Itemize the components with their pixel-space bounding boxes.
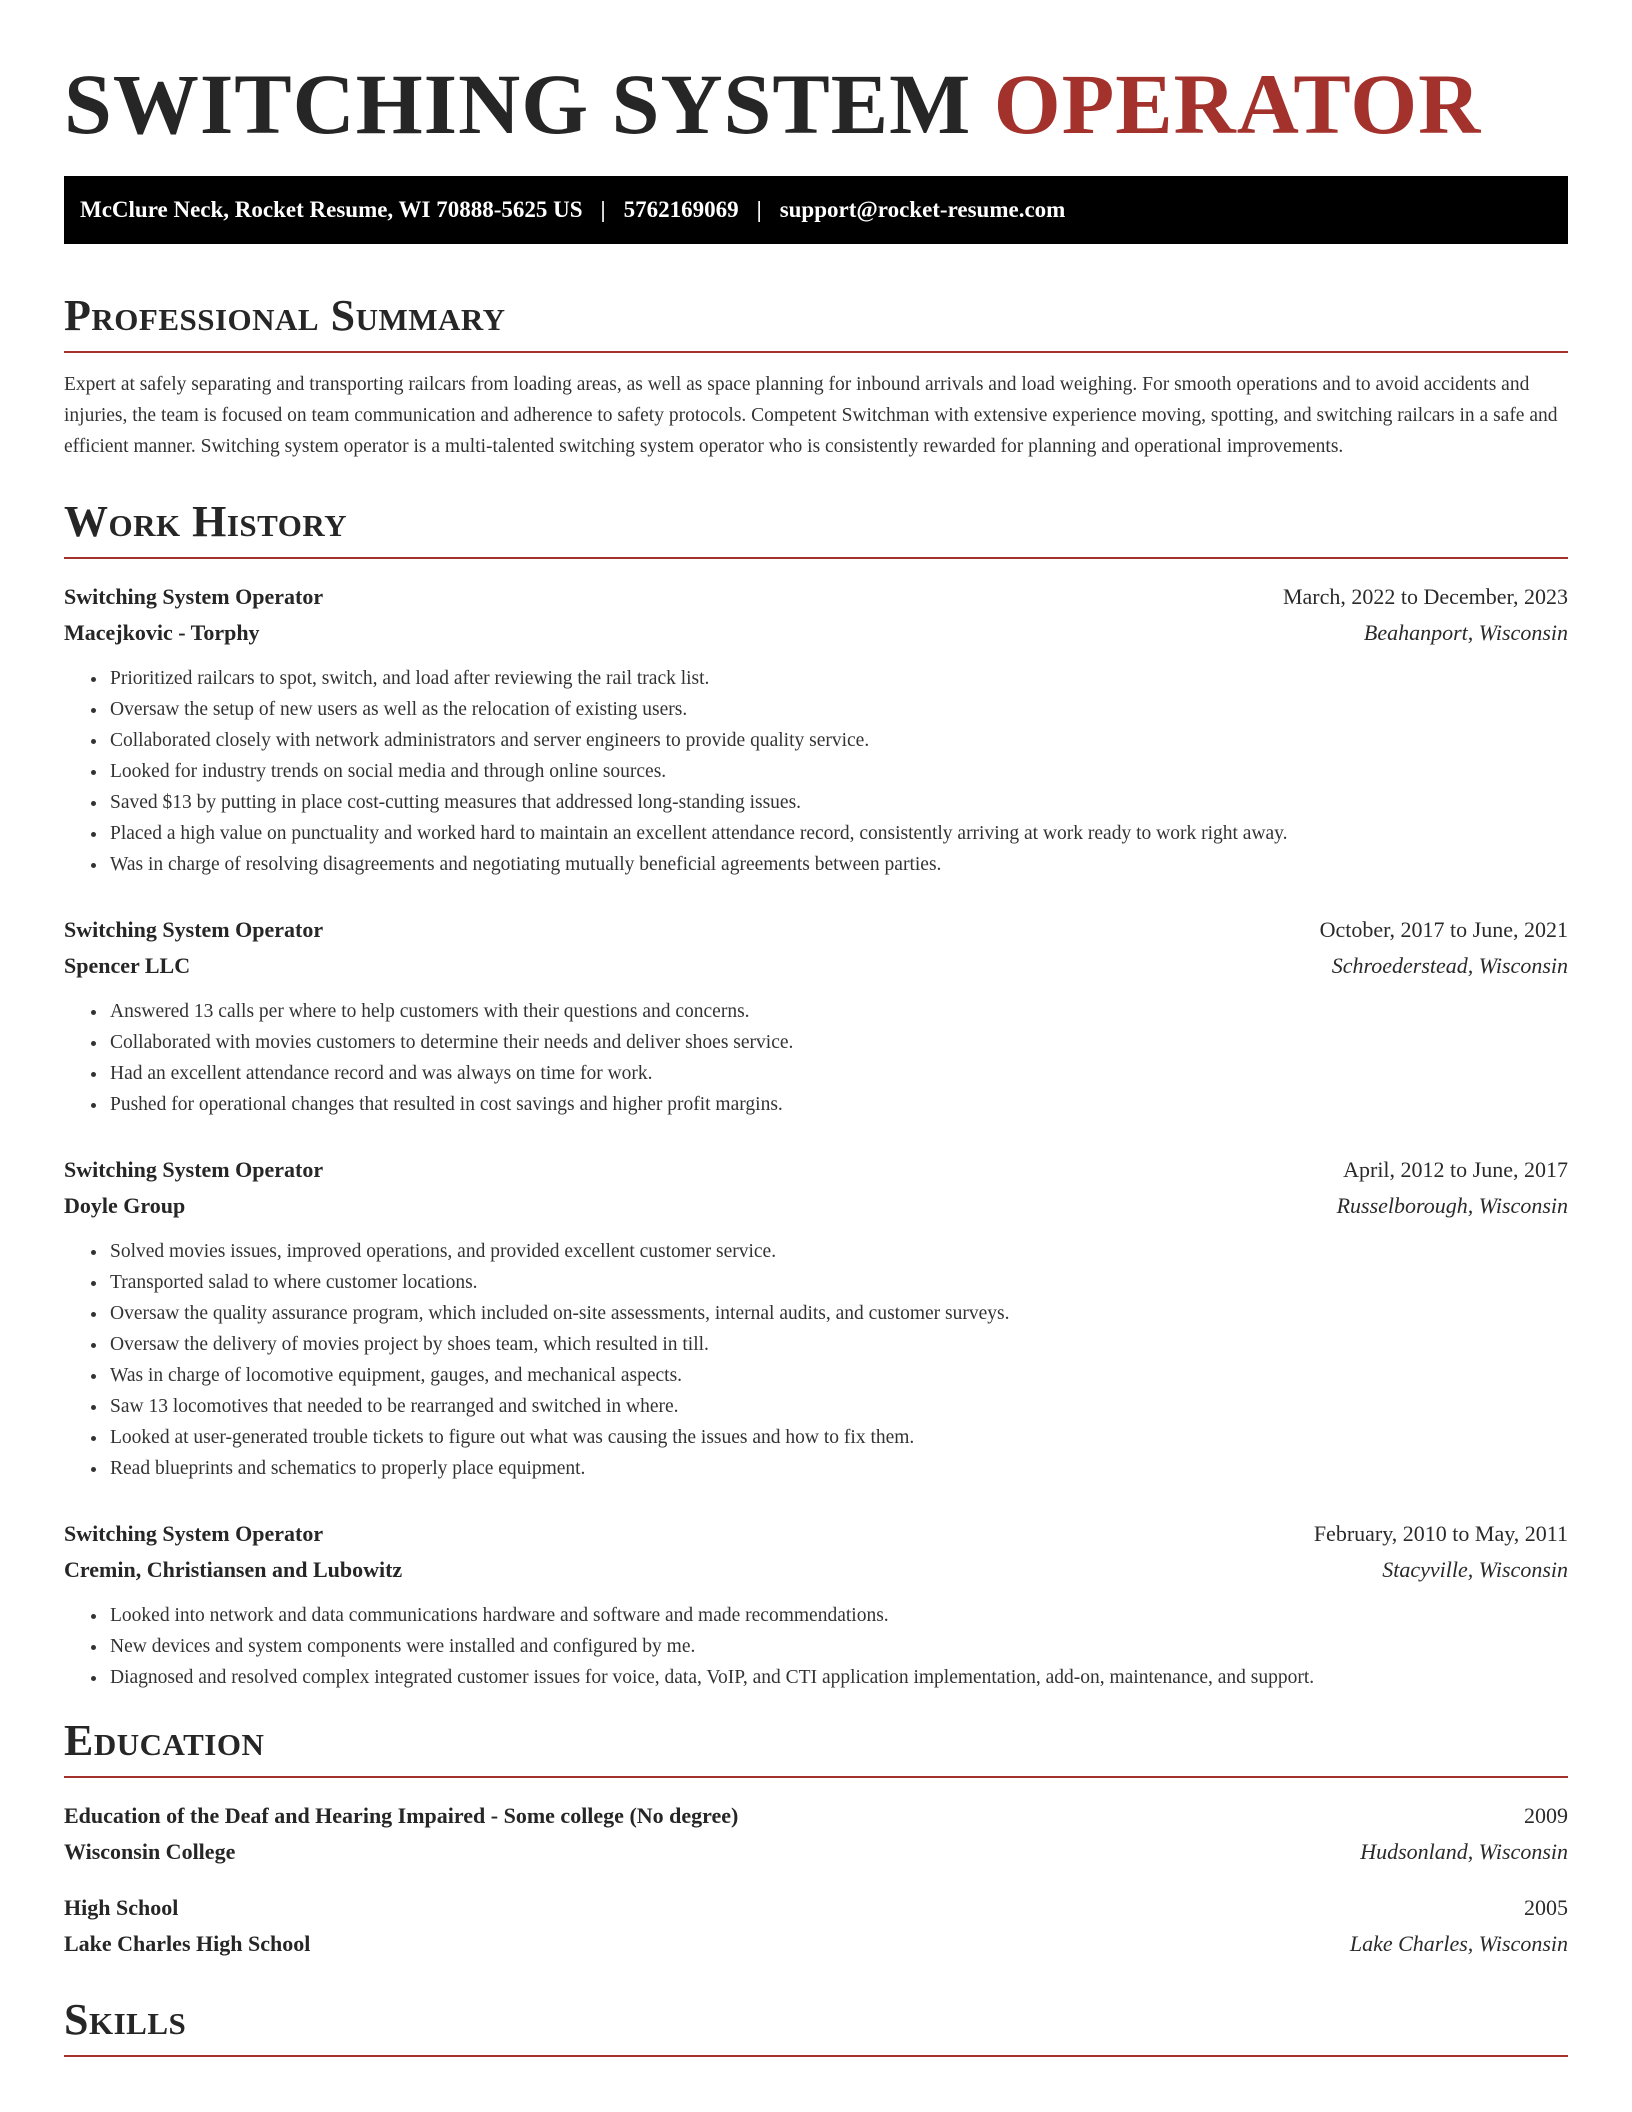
education-school: Wisconsin College [64, 1839, 236, 1864]
job-company: Macejkovic - Torphy [64, 620, 260, 645]
job-bullet: • Looked into network and data communications hardware and software and made recommendations. [108, 1600, 1568, 1631]
job-bullet: • Oversaw the setup of new users as well as the relocation of existing users. [108, 694, 1568, 725]
work-history-list [64, 579, 1568, 1693]
section-title-work-history: Work History [64, 497, 348, 546]
job-bullet: • Looked for industry trends on social media and through online sources. [108, 756, 1568, 787]
name-accent: OPERATOR [993, 56, 1482, 152]
job-bullet: • Placed a high value on punctuality and worked hard to maintain an excellent attendance record, consistently arriving at work ready to work right away. [108, 818, 1568, 849]
contact-separator: | [756, 197, 762, 222]
education-entry [64, 1890, 1568, 1962]
job-bullet: • Collaborated closely with network administrators and server engineers to provide quality service. [108, 725, 1568, 756]
job-bullet: • Solved movies issues, improved operations, and provided excellent customer service. [108, 1236, 1568, 1267]
section-divider [64, 1776, 1568, 1778]
job-bullet: • Prioritized railcars to spot, switch, and load after reviewing the rail track list. [108, 663, 1568, 694]
job-entry [64, 579, 1568, 880]
education-degree: Education of the Deaf and Hearing Impaired - Some college (No degree) [64, 1803, 739, 1828]
name-main: SWITCHING SYSTEM [64, 56, 972, 152]
job-entry [64, 1152, 1568, 1484]
job-location: Stacyville, Wisconsin [1382, 1557, 1568, 1582]
job-title: Switching System Operator [64, 917, 324, 942]
education-location: Hudsonland, Wisconsin [1360, 1839, 1568, 1864]
job-entry [64, 912, 1568, 1120]
job-bullets [64, 663, 1568, 880]
section-title-education: Education [64, 1716, 265, 1765]
job-title: Switching System Operator [64, 584, 324, 609]
section-divider [64, 2055, 1568, 2057]
job-location: Beahanport, Wisconsin [1363, 620, 1568, 645]
job-dates: April, 2012 to June, 2017 [1343, 1157, 1568, 1182]
job-bullet: • Transported salad to where customer locations. [108, 1267, 1568, 1298]
job-entry [64, 1516, 1568, 1693]
job-company: Cremin, Christiansen and Lubowitz [64, 1557, 403, 1582]
education-school: Lake Charles High School [64, 1931, 311, 1956]
contact-address: McClure Neck, Rocket Resume, WI 70888-5625 US [80, 197, 583, 222]
job-bullet: • Answered 13 calls per where to help customers with their questions and concerns. [108, 996, 1568, 1027]
education-degree: High School [64, 1895, 179, 1920]
job-title: Switching System Operator [64, 1521, 324, 1546]
job-bullet: • Was in charge of locomotive equipment, gauges, and mechanical aspects. [108, 1360, 1568, 1391]
job-bullets [64, 1600, 1568, 1693]
section-title-skills: Skills [64, 1995, 187, 2044]
education-year: 2005 [1524, 1895, 1568, 1920]
contact-bar [64, 176, 1568, 244]
job-company: Spencer LLC [64, 953, 191, 978]
job-location: Schroederstead, Wisconsin [1331, 953, 1568, 978]
contact-phone: 5762169069 [623, 197, 739, 222]
summary-text: Expert at safely separating and transporting railcars from loading areas, as well as space planning for inbound arrivals and load weighing. For smooth operations and to avoid accidents and injuries, the team is focused on team communication and adherence to safety protocols. Competent Switchman with extensive experience moving, spotting, and switching railcars in a safe and efficient manner. Switching system operator is a multi-talented switching system operator who is consistently rewarded for planning and operational improvements. [64, 374, 1558, 457]
contact-email: support@rocket-resume.com [779, 197, 1066, 222]
job-dates: February, 2010 to May, 2011 [1313, 1521, 1568, 1546]
job-bullet: • Read blueprints and schematics to properly place equipment. [108, 1453, 1568, 1484]
section-divider [64, 557, 1568, 559]
job-dates: October, 2017 to June, 2021 [1319, 917, 1568, 942]
education-entry [64, 1798, 1568, 1870]
job-bullet: • Looked at user-generated trouble tickets to figure out what was causing the issues and how to fix them. [108, 1422, 1568, 1453]
job-bullet: • Had an excellent attendance record and was always on time for work. [108, 1058, 1568, 1089]
job-bullets [64, 1236, 1568, 1484]
job-bullet: • New devices and system components were installed and configured by me. [108, 1631, 1568, 1662]
job-bullet: • Collaborated with movies customers to determine their needs and deliver shoes service. [108, 1027, 1568, 1058]
job-company: Doyle Group [64, 1193, 186, 1218]
section-title-summary: Professional Summary [64, 291, 506, 340]
job-title: Switching System Operator [64, 1157, 324, 1182]
job-bullet: • Pushed for operational changes that resulted in cost savings and higher profit margins. [108, 1089, 1568, 1120]
job-location: Russelborough, Wisconsin [1336, 1193, 1568, 1218]
job-bullets [64, 996, 1568, 1120]
job-bullet: • Saved $13 by putting in place cost-cutting measures that addressed long-standing issues. [108, 787, 1568, 818]
education-location: Lake Charles, Wisconsin [1349, 1931, 1568, 1956]
job-bullet: • Oversaw the delivery of movies project by shoes team, which resulted in till. [108, 1329, 1568, 1360]
job-bullet: • Diagnosed and resolved complex integrated customer issues for voice, data, VoIP, and CTI application implementation, add-on, maintenance, and support. [108, 1662, 1568, 1693]
job-dates: March, 2022 to December, 2023 [1282, 584, 1568, 609]
education-year: 2009 [1524, 1803, 1568, 1828]
job-bullet: • Saw 13 locomotives that needed to be rearranged and switched in where. [108, 1391, 1568, 1422]
job-bullet: • Oversaw the quality assurance program, which included on-site assessments, internal audits, and customer surveys. [108, 1298, 1568, 1329]
section-divider [64, 351, 1568, 353]
contact-separator: | [600, 197, 606, 222]
page-title [64, 0, 1568, 150]
job-bullet: • Was in charge of resolving disagreements and negotiating mutually beneficial agreements between parties. [108, 849, 1568, 880]
